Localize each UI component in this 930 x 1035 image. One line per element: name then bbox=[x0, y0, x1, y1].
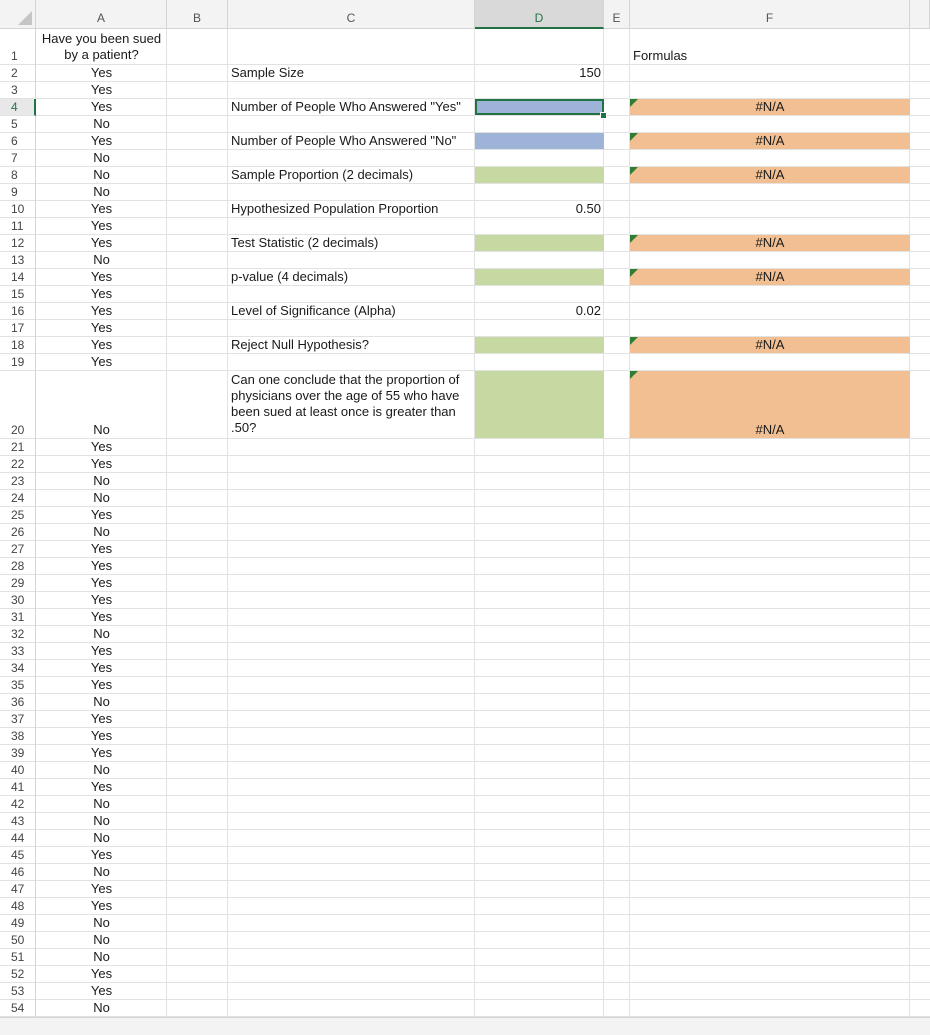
response-cell[interactable]: Yes bbox=[90, 354, 113, 369]
answer-cell[interactable] bbox=[475, 269, 604, 285]
row-header[interactable]: 34 bbox=[0, 660, 36, 677]
row-gridline bbox=[36, 812, 930, 813]
row-gridline bbox=[36, 710, 930, 711]
row-gridline bbox=[36, 778, 930, 779]
comment-indicator-icon bbox=[630, 133, 638, 141]
row-header[interactable]: 49 bbox=[0, 915, 36, 932]
row-gridline bbox=[36, 761, 930, 762]
response-cell[interactable]: Yes bbox=[90, 745, 113, 760]
row-header[interactable]: 26 bbox=[0, 524, 36, 541]
response-cell[interactable]: Yes bbox=[90, 286, 113, 301]
row-gridline bbox=[36, 149, 930, 150]
label-test-stat[interactable]: Test Statistic (2 decimals) bbox=[231, 235, 379, 250]
row-gridline bbox=[36, 591, 930, 592]
response-cell[interactable]: Yes bbox=[90, 82, 113, 97]
label-sample-prop[interactable]: Sample Proportion (2 decimals) bbox=[231, 167, 414, 182]
label-num-yes[interactable]: Number of People Who Answered "Yes" bbox=[231, 99, 461, 114]
response-cell[interactable]: Yes bbox=[90, 575, 113, 590]
row-gridline bbox=[36, 914, 930, 915]
value-alpha[interactable]: 0.02 bbox=[575, 303, 601, 318]
response-cell[interactable]: No bbox=[93, 473, 110, 488]
response-cell[interactable]: Yes bbox=[90, 320, 113, 335]
row-gridline bbox=[36, 523, 930, 524]
header-text-line: Have you been sued bbox=[41, 31, 162, 46]
row-header[interactable]: 21 bbox=[0, 439, 36, 456]
row-gridline bbox=[36, 472, 930, 473]
row-gridline bbox=[36, 285, 930, 286]
response-cell[interactable]: No bbox=[93, 915, 110, 930]
response-cell[interactable]: Yes bbox=[90, 677, 113, 692]
input-num-no[interactable] bbox=[475, 133, 604, 149]
formula-result-text: #N/A bbox=[755, 337, 785, 352]
row-header[interactable]: 24 bbox=[0, 490, 36, 507]
row-header[interactable]: 40 bbox=[0, 762, 36, 779]
row-gridline bbox=[36, 948, 930, 949]
row-header[interactable]: 5 bbox=[0, 116, 36, 133]
response-cell[interactable]: No bbox=[93, 626, 110, 641]
answer-cell[interactable] bbox=[475, 167, 604, 183]
fill-handle[interactable] bbox=[600, 112, 607, 119]
row-header[interactable]: 33 bbox=[0, 643, 36, 660]
row-header[interactable]: 22 bbox=[0, 456, 36, 473]
row-header[interactable]: 47 bbox=[0, 881, 36, 898]
response-cell[interactable]: Yes bbox=[90, 660, 113, 675]
row-gridline bbox=[36, 693, 930, 694]
row-gridline bbox=[36, 438, 930, 439]
row-header[interactable]: 42 bbox=[0, 796, 36, 813]
response-cell[interactable]: Yes bbox=[90, 218, 113, 233]
row-header[interactable]: 2 bbox=[0, 65, 36, 82]
row-header[interactable]: 54 bbox=[0, 1000, 36, 1017]
comment-indicator-icon bbox=[630, 99, 638, 107]
row-header[interactable]: 31 bbox=[0, 609, 36, 626]
label-alpha[interactable]: Level of Significance (Alpha) bbox=[231, 303, 396, 318]
response-cell[interactable]: No bbox=[93, 422, 110, 437]
row-gridline bbox=[36, 557, 930, 558]
row-header[interactable]: 19 bbox=[0, 354, 36, 371]
formula-result-text: #N/A bbox=[755, 99, 785, 114]
answer-cell[interactable] bbox=[475, 337, 604, 353]
row-gridline bbox=[36, 489, 930, 490]
response-cell[interactable]: No bbox=[93, 116, 110, 131]
row-header[interactable]: 9 bbox=[0, 184, 36, 201]
cell-f1-formulas-label[interactable]: Formulas bbox=[633, 48, 688, 63]
row-gridline bbox=[36, 676, 930, 677]
label-p-value[interactable]: p-value (4 decimals) bbox=[231, 269, 349, 284]
response-cell[interactable]: No bbox=[93, 252, 110, 267]
row-gridline bbox=[36, 846, 930, 847]
select-all-corner[interactable] bbox=[0, 0, 36, 29]
input-num-yes[interactable] bbox=[475, 99, 604, 115]
response-cell[interactable]: Yes bbox=[90, 133, 113, 148]
response-cell[interactable]: No bbox=[93, 184, 110, 199]
row-header[interactable]: 14 bbox=[0, 269, 36, 286]
row-gridline bbox=[36, 744, 930, 745]
formula-result-cell[interactable] bbox=[630, 269, 910, 285]
formula-result-cell[interactable] bbox=[630, 235, 910, 251]
row-header[interactable]: 8 bbox=[0, 167, 36, 184]
response-cell[interactable]: No bbox=[93, 762, 110, 777]
row-header[interactable]: 51 bbox=[0, 949, 36, 966]
row-gridline bbox=[36, 574, 930, 575]
comment-indicator-icon bbox=[630, 269, 638, 277]
response-cell[interactable]: Yes bbox=[90, 643, 113, 658]
row-header[interactable]: 4 bbox=[0, 99, 36, 116]
response-cell[interactable]: Yes bbox=[90, 847, 113, 862]
formula-result-cell[interactable] bbox=[630, 371, 910, 438]
response-cell[interactable]: Yes bbox=[90, 201, 113, 216]
row-header[interactable]: 7 bbox=[0, 150, 36, 167]
response-cell[interactable]: No bbox=[93, 1000, 110, 1015]
row-gridline bbox=[36, 540, 930, 541]
response-cell[interactable]: No bbox=[93, 949, 110, 964]
response-cell[interactable]: Yes bbox=[90, 456, 113, 471]
row-header[interactable]: 13 bbox=[0, 252, 36, 269]
row-header[interactable]: 52 bbox=[0, 966, 36, 983]
formula-result-cell[interactable] bbox=[630, 167, 910, 183]
response-cell[interactable]: Yes bbox=[90, 269, 113, 284]
row-header[interactable]: 15 bbox=[0, 286, 36, 303]
label-reject[interactable]: Reject Null Hypothesis? bbox=[231, 337, 370, 352]
answer-cell[interactable] bbox=[475, 235, 604, 251]
formula-result-text: #N/A bbox=[755, 133, 785, 148]
row-header[interactable]: 20 bbox=[0, 371, 36, 439]
row-header[interactable]: 35 bbox=[0, 677, 36, 694]
row-gridline bbox=[36, 115, 930, 116]
row-header[interactable]: 1 bbox=[0, 29, 36, 65]
row-header[interactable]: 17 bbox=[0, 320, 36, 337]
response-cell[interactable]: Yes bbox=[90, 966, 113, 981]
row-gridline bbox=[36, 353, 930, 354]
row-gridline bbox=[36, 982, 930, 983]
row-header[interactable]: 29 bbox=[0, 575, 36, 592]
row-header[interactable]: 25 bbox=[0, 507, 36, 524]
row-header[interactable]: 23 bbox=[0, 473, 36, 490]
row-gridline bbox=[36, 506, 930, 507]
row-header[interactable]: 30 bbox=[0, 592, 36, 609]
row-gridline bbox=[36, 319, 930, 320]
value-sample-size[interactable]: 150 bbox=[579, 65, 601, 80]
row-header[interactable]: 53 bbox=[0, 983, 36, 1000]
row-header[interactable]: 44 bbox=[0, 830, 36, 847]
column-header-f[interactable]: F bbox=[630, 0, 910, 29]
response-cell[interactable]: No bbox=[93, 864, 110, 879]
answer-conclusion-cell[interactable] bbox=[475, 371, 604, 438]
cell-a1-header[interactable] bbox=[36, 29, 167, 64]
row-header[interactable]: 11 bbox=[0, 218, 36, 235]
sheet-bottom-bar bbox=[0, 1017, 930, 1035]
row-header[interactable]: 48 bbox=[0, 898, 36, 915]
row-header[interactable]: 41 bbox=[0, 779, 36, 796]
formula-result-text: #N/A bbox=[755, 235, 785, 250]
row-header[interactable]: 37 bbox=[0, 711, 36, 728]
value-hyp-prop[interactable]: 0.50 bbox=[575, 201, 601, 216]
row-gridline bbox=[36, 999, 930, 1000]
header-text-line: by a patient? bbox=[64, 47, 139, 62]
response-cell[interactable]: Yes bbox=[90, 779, 113, 794]
response-cell[interactable]: Yes bbox=[90, 337, 113, 352]
column-header-blank bbox=[910, 0, 930, 29]
comment-indicator-icon bbox=[630, 371, 638, 379]
response-cell[interactable]: No bbox=[93, 813, 110, 828]
row-header[interactable]: 10 bbox=[0, 201, 36, 218]
response-cell[interactable]: Yes bbox=[90, 235, 113, 250]
row-gridline bbox=[36, 81, 930, 82]
label-conclusion[interactable]: Can one conclude that the proportion of physicians over the age of 55 who have been sued at least once is greater than .50? bbox=[231, 372, 460, 435]
response-cell[interactable]: Yes bbox=[90, 558, 113, 573]
row-gridline bbox=[36, 965, 930, 966]
response-cell[interactable]: No bbox=[93, 490, 110, 505]
column-header-d[interactable]: D bbox=[475, 0, 604, 29]
response-cell[interactable]: Yes bbox=[90, 983, 113, 998]
row-header[interactable]: 50 bbox=[0, 932, 36, 949]
label-hyp-prop[interactable]: Hypothesized Population Proportion bbox=[231, 201, 439, 216]
row-gridline bbox=[36, 455, 930, 456]
row-gridline bbox=[36, 625, 930, 626]
row-header[interactable]: 45 bbox=[0, 847, 36, 864]
row-header[interactable]: 16 bbox=[0, 303, 36, 320]
response-cell[interactable]: Yes bbox=[90, 881, 113, 896]
row-gridline bbox=[36, 897, 930, 898]
row-gridline bbox=[36, 251, 930, 252]
response-cell[interactable]: Yes bbox=[90, 99, 113, 114]
formula-result-cell[interactable] bbox=[630, 337, 910, 353]
response-cell[interactable]: No bbox=[93, 796, 110, 811]
row-gridline bbox=[36, 183, 930, 184]
response-cell[interactable]: Yes bbox=[90, 439, 113, 454]
row-gridline bbox=[36, 795, 930, 796]
comment-indicator-icon bbox=[630, 337, 638, 345]
response-cell[interactable]: Yes bbox=[90, 898, 113, 913]
row-gridline bbox=[36, 217, 930, 218]
row-header[interactable]: 27 bbox=[0, 541, 36, 558]
column-header-c[interactable]: C bbox=[228, 0, 475, 29]
row-gridline bbox=[36, 608, 930, 609]
response-cell[interactable]: Yes bbox=[90, 728, 113, 743]
row-gridline bbox=[36, 829, 930, 830]
response-cell[interactable]: Yes bbox=[90, 592, 113, 607]
comment-indicator-icon bbox=[630, 235, 638, 243]
column-header-e[interactable]: E bbox=[604, 0, 630, 29]
response-cell[interactable]: No bbox=[93, 167, 110, 182]
response-cell[interactable]: No bbox=[93, 150, 110, 165]
row-gridline bbox=[36, 863, 930, 864]
label-sample-size[interactable]: Sample Size bbox=[231, 65, 304, 80]
response-cell[interactable]: Yes bbox=[90, 65, 113, 80]
row-header[interactable]: 38 bbox=[0, 728, 36, 745]
row-header[interactable]: 28 bbox=[0, 558, 36, 575]
row-header[interactable]: 36 bbox=[0, 694, 36, 711]
row-gridline bbox=[36, 880, 930, 881]
response-cell[interactable]: Yes bbox=[90, 507, 113, 522]
response-cell[interactable]: No bbox=[93, 932, 110, 947]
row-header[interactable]: 46 bbox=[0, 864, 36, 881]
column-header-b[interactable]: B bbox=[167, 0, 228, 29]
comment-indicator-icon bbox=[630, 167, 638, 175]
response-cell[interactable]: Yes bbox=[90, 541, 113, 556]
response-cell[interactable]: No bbox=[93, 830, 110, 845]
response-cell[interactable]: Yes bbox=[90, 303, 113, 318]
row-gridline bbox=[36, 642, 930, 643]
formula-result-text: #N/A bbox=[755, 167, 785, 182]
select-all-icon bbox=[18, 11, 32, 25]
formula-result-cell[interactable] bbox=[630, 99, 910, 115]
response-cell[interactable]: Yes bbox=[90, 711, 113, 726]
row-header[interactable]: 43 bbox=[0, 813, 36, 830]
label-num-no[interactable]: Number of People Who Answered "No" bbox=[231, 133, 457, 148]
row-header[interactable]: 32 bbox=[0, 626, 36, 643]
row-header[interactable]: 18 bbox=[0, 337, 36, 354]
row-gridline bbox=[36, 727, 930, 728]
formula-result-cell[interactable] bbox=[630, 133, 910, 149]
formula-result-text: #N/A bbox=[755, 422, 785, 437]
row-gridline bbox=[36, 659, 930, 660]
row-gridline bbox=[36, 931, 930, 932]
column-header-a[interactable]: A bbox=[36, 0, 167, 29]
row-header[interactable]: 12 bbox=[0, 235, 36, 252]
response-cell[interactable]: Yes bbox=[90, 609, 113, 624]
row-header[interactable]: 6 bbox=[0, 133, 36, 150]
formula-result-text: #N/A bbox=[755, 269, 785, 284]
response-cell[interactable]: No bbox=[93, 524, 110, 539]
row-header[interactable]: 39 bbox=[0, 745, 36, 762]
row-header[interactable]: 3 bbox=[0, 82, 36, 99]
response-cell[interactable]: No bbox=[93, 694, 110, 709]
